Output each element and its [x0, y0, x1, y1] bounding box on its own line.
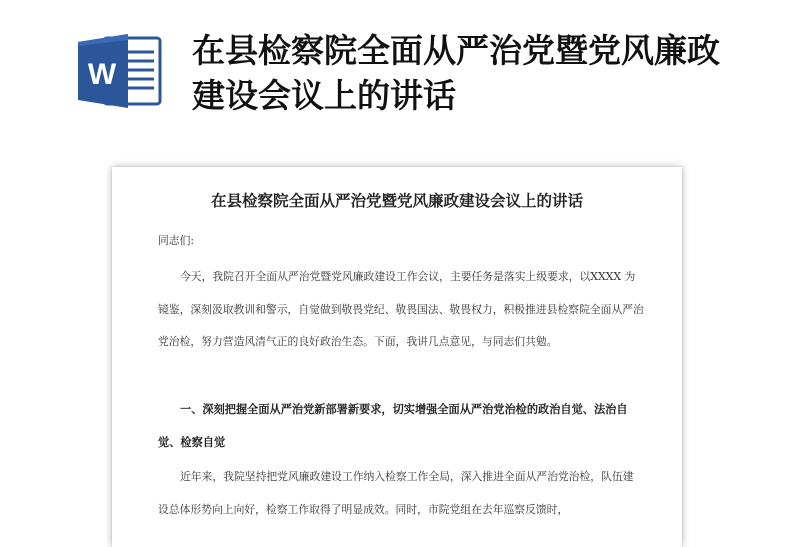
salutation: 同志们:	[158, 234, 195, 247]
document-title: 在县检察院全面从严治党暨党风廉政建设会议上的讲话	[210, 191, 583, 210]
section-heading-1: 一、深刻把握全面从严治党新部署新要求，切实增强全面从严治党治检的政治自觉、法治自觉、检察自觉	[158, 402, 628, 449]
paragraph-intro: 今天，我院召开全面从严治党暨党风廉政建设工作会议，主要任务是落实上级要求，以XXXX 为镜鉴，深刻汲取教训和警示，自觉做到敬畏党纪、敬畏国法、敬畏权力，积极推进县检察院全面从严治党治检，努力营造风清气正的良好政治生态。下面，我讲几点意见，与同志们共勉。	[158, 270, 644, 348]
document-page	[112, 167, 682, 547]
word-icon-letter: W	[87, 58, 117, 91]
word-icon	[76, 32, 164, 110]
header	[0, 0, 800, 150]
paragraph-body: 近年来，我院坚持把党风廉政建设工作纳入检察工作全局，深入推进全面从严治党治检，队伍建设总体形势向上向好，检察工作取得了明显成效。同时，市院党组在去年巡察反馈时，	[158, 470, 634, 516]
header-title: 在县检察院全面从严治党暨党风廉政建设会议上的讲话	[192, 31, 720, 115]
